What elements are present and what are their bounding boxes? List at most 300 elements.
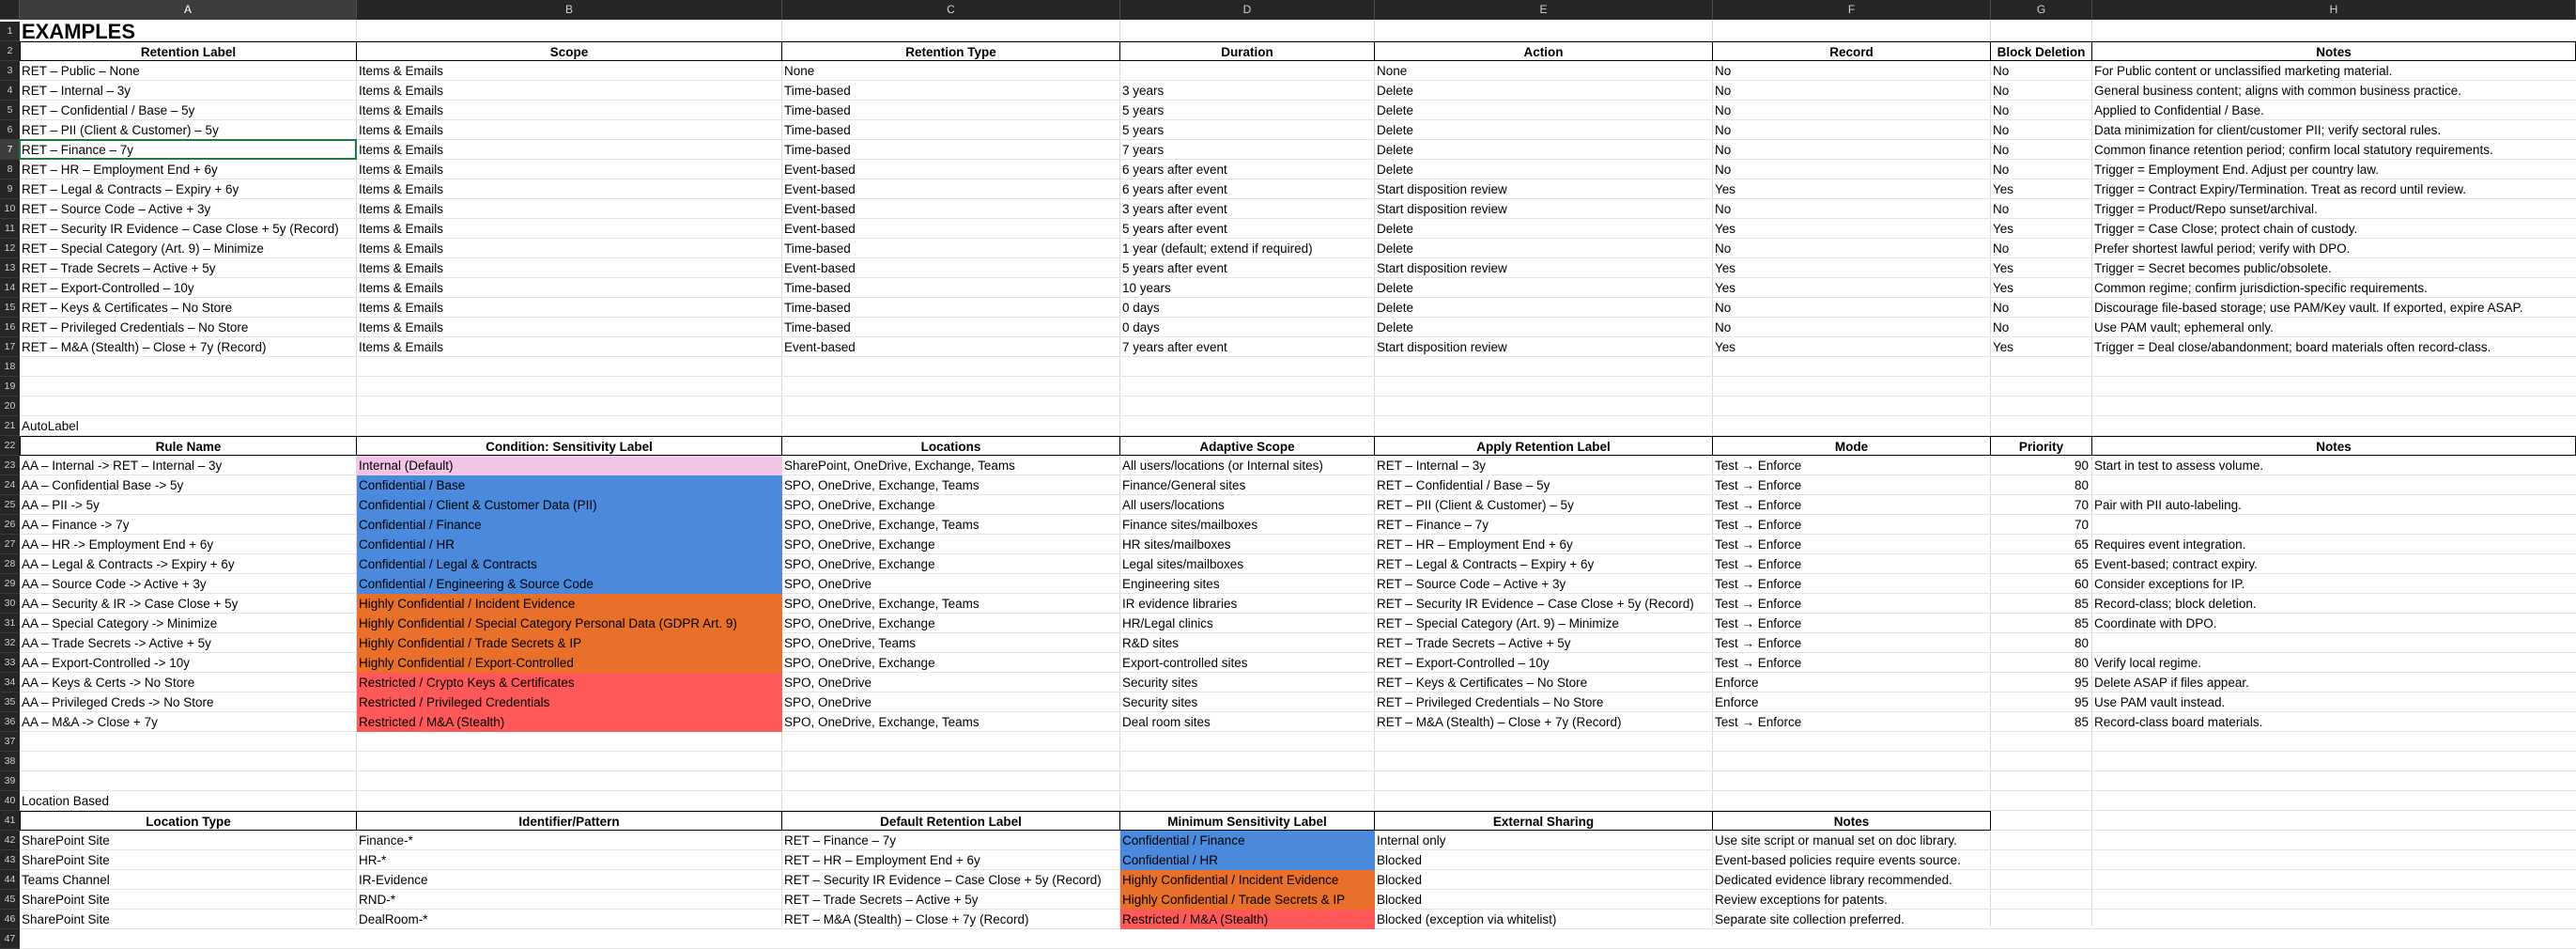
autolabel-cell[interactable]: AA – Confidential Base -> 5y bbox=[22, 478, 184, 492]
retention-cell[interactable]: Items & Emails bbox=[359, 340, 444, 354]
location-cell[interactable]: SharePoint Site bbox=[22, 893, 110, 907]
retention-cell[interactable]: RET – PII (Client & Customer) – 5y bbox=[22, 123, 219, 137]
autolabel-cell[interactable]: AA – M&A -> Close + 7y bbox=[22, 715, 158, 729]
autolabel-cell[interactable]: 85 bbox=[2074, 715, 2089, 729]
row-header[interactable]: 18 bbox=[0, 357, 20, 377]
column-header-c[interactable]: C bbox=[782, 0, 1120, 20]
autolabel-cell[interactable]: RET – Trade Secrets – Active + 5y bbox=[1377, 636, 1571, 650]
autolabel-cell[interactable]: RET – Source Code – Active + 3y bbox=[1377, 577, 1566, 591]
row-header[interactable]: 7 bbox=[0, 140, 20, 160]
autolabel-cell[interactable]: 60 bbox=[2074, 577, 2089, 591]
retention-cell[interactable]: None bbox=[1377, 64, 1408, 78]
row-header[interactable]: 41 bbox=[0, 811, 20, 831]
autolabel-cell[interactable]: Security sites bbox=[1122, 695, 1198, 709]
sensitivity-label-cell[interactable]: Confidential / HR bbox=[1120, 850, 1375, 870]
autolabel-cell[interactable]: SPO, OneDrive, Teams bbox=[784, 636, 917, 650]
retention-header-6[interactable]: Block Deletion bbox=[1991, 41, 2092, 61]
autolabel-cell[interactable]: AA – Security & IR -> Case Close + 5y bbox=[22, 597, 239, 611]
autolabel-cell[interactable]: AA – Special Category -> Minimize bbox=[22, 616, 218, 630]
autolabel-section-title[interactable]: AutoLabel bbox=[22, 419, 79, 433]
autolabel-cell[interactable]: Test → Enforce bbox=[1715, 616, 1802, 630]
retention-cell[interactable]: Delete bbox=[1377, 301, 1414, 315]
retention-cell[interactable]: RET – Legal & Contracts – Expiry + 6y bbox=[22, 182, 239, 196]
row-header[interactable]: 31 bbox=[0, 614, 20, 633]
autolabel-cell[interactable]: Test → Enforce bbox=[1715, 577, 1802, 591]
location-header-5[interactable]: Notes bbox=[1713, 811, 1991, 831]
autolabel-cell[interactable]: 80 bbox=[2074, 478, 2089, 492]
retention-cell[interactable]: Items & Emails bbox=[359, 163, 444, 177]
retention-cell[interactable]: No bbox=[1715, 163, 1732, 177]
row-header[interactable]: 20 bbox=[0, 397, 20, 416]
retention-cell[interactable]: Items & Emails bbox=[359, 123, 444, 137]
location-cell[interactable]: Separate site collection preferred. bbox=[1715, 912, 1905, 926]
autolabel-cell[interactable]: RET – M&A (Stealth) – Close + 7y (Record) bbox=[1377, 715, 1622, 729]
sensitivity-label-cell[interactable]: Highly Confidential / Export-Controlled bbox=[357, 653, 782, 673]
retention-cell[interactable]: RET – Internal – 3y bbox=[22, 84, 131, 98]
retention-header-7[interactable]: Notes bbox=[2092, 41, 2576, 61]
autolabel-cell[interactable]: SPO, OneDrive, Exchange, Teams bbox=[784, 715, 979, 729]
sensitivity-label-cell[interactable]: Internal (Default) bbox=[357, 456, 782, 475]
row-header[interactable]: 35 bbox=[0, 692, 20, 712]
retention-cell[interactable]: RET – Public – None bbox=[22, 64, 140, 78]
row-header[interactable]: 43 bbox=[0, 850, 20, 870]
retention-cell[interactable]: General business content; aligns with common business practice. bbox=[2094, 84, 2461, 98]
retention-cell[interactable]: Items & Emails bbox=[359, 301, 444, 315]
row-header[interactable]: 16 bbox=[0, 318, 20, 337]
retention-cell[interactable]: 6 years after event bbox=[1122, 182, 1227, 196]
sensitivity-label-cell[interactable]: Highly Confidential / Special Category Personal Data (GDPR Art. 9) bbox=[357, 614, 782, 633]
autolabel-cell[interactable]: Pair with PII auto-labeling. bbox=[2094, 498, 2242, 512]
retention-cell[interactable]: RET – Confidential / Base – 5y bbox=[22, 103, 195, 117]
location-cell[interactable]: Internal only bbox=[1377, 833, 1446, 848]
row-header[interactable]: 40 bbox=[0, 791, 20, 811]
autolabel-header-2[interactable]: Locations bbox=[782, 436, 1120, 456]
location-cell[interactable]: Teams Channel bbox=[22, 873, 110, 887]
sensitivity-label-cell[interactable]: Highly Confidential / Incident Evidence bbox=[1120, 870, 1375, 890]
retention-cell[interactable]: Items & Emails bbox=[359, 64, 444, 78]
retention-cell[interactable]: Delete bbox=[1377, 84, 1414, 98]
autolabel-cell[interactable]: AA – Trade Secrets -> Active + 5y bbox=[22, 636, 211, 650]
sensitivity-label-cell[interactable]: Confidential / Client & Customer Data (PII) bbox=[357, 495, 782, 515]
location-cell[interactable]: Finance-* bbox=[359, 833, 413, 848]
row-header[interactable]: 6 bbox=[0, 120, 20, 140]
row-header[interactable]: 29 bbox=[0, 574, 20, 594]
autolabel-cell[interactable]: SPO, OneDrive, Exchange, Teams bbox=[784, 478, 979, 492]
retention-cell[interactable]: Time-based bbox=[784, 241, 851, 256]
autolabel-header-1[interactable]: Condition: Sensitivity Label bbox=[357, 436, 782, 456]
retention-cell[interactable]: None bbox=[784, 64, 815, 78]
retention-cell[interactable]: No bbox=[1715, 84, 1732, 98]
retention-cell[interactable]: No bbox=[1993, 202, 2010, 216]
retention-cell[interactable]: Delete bbox=[1377, 281, 1414, 295]
retention-cell[interactable]: No bbox=[1715, 202, 1732, 216]
autolabel-cell[interactable]: AA – Finance -> 7y bbox=[22, 518, 130, 532]
retention-cell[interactable]: No bbox=[1993, 123, 2010, 137]
location-cell[interactable]: HR-* bbox=[359, 853, 387, 867]
autolabel-cell[interactable]: Engineering sites bbox=[1122, 577, 1220, 591]
autolabel-cell[interactable]: Coordinate with DPO. bbox=[2094, 616, 2217, 630]
retention-cell[interactable]: Use PAM vault; ephemeral only. bbox=[2094, 320, 2274, 334]
row-header[interactable]: 39 bbox=[0, 771, 20, 791]
retention-cell[interactable]: 10 years bbox=[1122, 281, 1171, 295]
autolabel-cell[interactable]: 95 bbox=[2074, 695, 2089, 709]
column-header-a[interactable]: A bbox=[20, 0, 357, 20]
autolabel-cell[interactable]: SPO, OneDrive, Exchange bbox=[784, 656, 935, 670]
retention-cell[interactable]: No bbox=[1715, 320, 1732, 334]
location-section-title[interactable]: Location Based bbox=[22, 794, 110, 808]
retention-cell[interactable]: Event-based bbox=[784, 202, 856, 216]
row-header[interactable]: 24 bbox=[0, 475, 20, 495]
autolabel-cell[interactable]: Test → Enforce bbox=[1715, 478, 1802, 492]
autolabel-cell[interactable]: RET – Confidential / Base – 5y bbox=[1377, 478, 1550, 492]
autolabel-cell[interactable]: Record-class board materials. bbox=[2094, 715, 2263, 729]
autolabel-cell[interactable]: 65 bbox=[2074, 557, 2089, 571]
row-header[interactable]: 42 bbox=[0, 831, 20, 850]
location-cell[interactable]: SharePoint Site bbox=[22, 853, 110, 867]
retention-cell[interactable]: Delete bbox=[1377, 163, 1414, 177]
autolabel-cell[interactable]: AA – HR -> Employment End + 6y bbox=[22, 537, 214, 552]
retention-cell[interactable]: Applied to Confidential / Base. bbox=[2094, 103, 2264, 117]
retention-cell[interactable]: Common finance retention period; confirm local statutory requirements. bbox=[2094, 143, 2493, 157]
row-header[interactable]: 44 bbox=[0, 870, 20, 890]
autolabel-cell[interactable]: AA – Privileged Creds -> No Store bbox=[22, 695, 214, 709]
retention-cell[interactable]: Delete bbox=[1377, 123, 1414, 137]
retention-cell[interactable]: Event-based bbox=[784, 222, 856, 236]
retention-cell[interactable]: Items & Emails bbox=[359, 84, 444, 98]
location-cell[interactable]: SharePoint Site bbox=[22, 912, 110, 926]
row-header[interactable]: 46 bbox=[0, 910, 20, 929]
autolabel-cell[interactable]: AA – Keys & Certs -> No Store bbox=[22, 676, 195, 690]
sensitivity-label-cell[interactable]: Restricted / M&A (Stealth) bbox=[357, 712, 782, 732]
retention-cell[interactable]: 7 years bbox=[1122, 143, 1165, 157]
retention-cell[interactable]: Yes bbox=[1715, 281, 1736, 295]
retention-cell[interactable]: Time-based bbox=[784, 103, 851, 117]
retention-cell[interactable]: Yes bbox=[1993, 340, 2014, 354]
column-header-g[interactable]: G bbox=[1991, 0, 2092, 20]
location-cell[interactable]: DealRoom-* bbox=[359, 912, 428, 926]
row-header[interactable]: 13 bbox=[0, 258, 20, 278]
location-cell[interactable]: RET – HR – Employment End + 6y bbox=[784, 853, 980, 867]
row-header[interactable]: 27 bbox=[0, 535, 20, 554]
retention-cell[interactable]: No bbox=[1715, 123, 1732, 137]
retention-cell[interactable]: 5 years after event bbox=[1122, 222, 1227, 236]
row-header[interactable]: 9 bbox=[0, 179, 20, 199]
retention-cell[interactable]: Yes bbox=[1993, 222, 2014, 236]
sensitivity-label-cell[interactable]: Confidential / Finance bbox=[1120, 831, 1375, 850]
sensitivity-label-cell[interactable]: Confidential / HR bbox=[357, 535, 782, 554]
autolabel-cell[interactable]: All users/locations bbox=[1122, 498, 1225, 512]
autolabel-cell[interactable]: SPO, OneDrive, Exchange bbox=[784, 537, 935, 552]
retention-cell[interactable]: 5 years bbox=[1122, 123, 1165, 137]
retention-cell[interactable]: 3 years bbox=[1122, 84, 1165, 98]
retention-cell[interactable]: Trigger = Deal close/abandonment; board materials often record-class. bbox=[2094, 340, 2491, 354]
autolabel-header-5[interactable]: Mode bbox=[1713, 436, 1991, 456]
autolabel-cell[interactable]: SPO, OneDrive, Exchange bbox=[784, 498, 935, 512]
location-cell[interactable]: RET – Security IR Evidence – Case Close + 5y (Record) bbox=[784, 873, 1102, 887]
retention-cell[interactable]: Items & Emails bbox=[359, 320, 444, 334]
row-header[interactable]: 45 bbox=[0, 890, 20, 910]
retention-cell[interactable]: Trigger = Product/Repo sunset/archival. bbox=[2094, 202, 2318, 216]
location-cell[interactable]: Blocked (exception via whitelist) bbox=[1377, 912, 1557, 926]
autolabel-header-7[interactable]: Notes bbox=[2092, 436, 2576, 456]
autolabel-cell[interactable]: SPO, OneDrive bbox=[784, 695, 872, 709]
retention-cell[interactable]: RET – Security IR Evidence – Case Close + 5y (Record) bbox=[22, 222, 339, 236]
autolabel-cell[interactable]: R&D sites bbox=[1122, 636, 1180, 650]
autolabel-cell[interactable]: RET – Legal & Contracts – Expiry + 6y bbox=[1377, 557, 1595, 571]
autolabel-cell[interactable]: Use PAM vault instead. bbox=[2094, 695, 2226, 709]
row-header[interactable]: 17 bbox=[0, 337, 20, 357]
retention-cell[interactable]: Time-based bbox=[784, 143, 851, 157]
retention-cell[interactable]: Data minimization for client/customer PII; verify sectoral rules. bbox=[2094, 123, 2442, 137]
column-header-d[interactable]: D bbox=[1120, 0, 1375, 20]
location-cell[interactable]: RND-* bbox=[359, 893, 395, 907]
row-header[interactable]: 2 bbox=[0, 41, 20, 61]
retention-cell[interactable]: Items & Emails bbox=[359, 202, 444, 216]
retention-cell[interactable]: RET – M&A (Stealth) – Close + 7y (Record) bbox=[22, 340, 267, 354]
retention-cell[interactable]: Items & Emails bbox=[359, 241, 444, 256]
autolabel-cell[interactable]: Event-based; contract expiry. bbox=[2094, 557, 2258, 571]
row-header[interactable]: 5 bbox=[0, 101, 20, 120]
retention-cell[interactable]: Discourage file-based storage; use PAM/Key vault. If exported, expire ASAP. bbox=[2094, 301, 2523, 315]
retention-header-4[interactable]: Action bbox=[1375, 41, 1713, 61]
retention-header-2[interactable]: Retention Type bbox=[782, 41, 1120, 61]
retention-cell[interactable]: Yes bbox=[1993, 281, 2014, 295]
location-cell[interactable]: Event-based policies require events source. bbox=[1715, 853, 1961, 867]
column-header-b[interactable]: B bbox=[357, 0, 782, 20]
autolabel-cell[interactable]: Test → Enforce bbox=[1715, 459, 1802, 473]
autolabel-cell[interactable]: AA – Legal & Contracts -> Expiry + 6y bbox=[22, 557, 235, 571]
row-header[interactable]: 47 bbox=[0, 929, 20, 949]
autolabel-cell[interactable]: RET – HR – Employment End + 6y bbox=[1377, 537, 1573, 552]
retention-cell[interactable]: RET – Privileged Credentials – No Store bbox=[22, 320, 249, 334]
autolabel-cell[interactable]: Test → Enforce bbox=[1715, 518, 1802, 532]
autolabel-cell[interactable]: RET – Keys & Certificates – No Store bbox=[1377, 676, 1588, 690]
retention-header-0[interactable]: Retention Label bbox=[20, 41, 357, 61]
retention-cell[interactable]: 6 years after event bbox=[1122, 163, 1227, 177]
autolabel-cell[interactable]: Finance sites/mailboxes bbox=[1122, 518, 1258, 532]
retention-cell[interactable]: Start disposition review bbox=[1377, 202, 1507, 216]
retention-cell[interactable]: Delete bbox=[1377, 103, 1414, 117]
sensitivity-label-cell[interactable]: Restricted / Privileged Credentials bbox=[357, 692, 782, 712]
autolabel-cell[interactable]: Legal sites/mailboxes bbox=[1122, 557, 1244, 571]
location-header-1[interactable]: Identifier/Pattern bbox=[357, 811, 782, 831]
autolabel-header-6[interactable]: Priority bbox=[1991, 436, 2092, 456]
retention-cell[interactable]: 0 days bbox=[1122, 301, 1160, 315]
sensitivity-label-cell[interactable]: Confidential / Base bbox=[357, 475, 782, 495]
retention-cell[interactable]: No bbox=[1993, 320, 2010, 334]
autolabel-cell[interactable]: 80 bbox=[2074, 636, 2089, 650]
retention-cell[interactable]: Items & Emails bbox=[359, 222, 444, 236]
row-header[interactable]: 25 bbox=[0, 495, 20, 515]
row-header[interactable]: 3 bbox=[0, 61, 20, 81]
autolabel-cell[interactable]: Test → Enforce bbox=[1715, 597, 1802, 611]
retention-cell[interactable]: Time-based bbox=[784, 84, 851, 98]
retention-cell[interactable]: Event-based bbox=[784, 340, 856, 354]
autolabel-cell[interactable]: 70 bbox=[2074, 498, 2089, 512]
location-cell[interactable]: Use site script or manual set on doc library. bbox=[1715, 833, 1957, 848]
column-header-e[interactable]: E bbox=[1375, 0, 1713, 20]
retention-cell[interactable]: RET – Keys & Certificates – No Store bbox=[22, 301, 233, 315]
autolabel-cell[interactable]: Consider exceptions for IP. bbox=[2094, 577, 2245, 591]
autolabel-cell[interactable]: Test → Enforce bbox=[1715, 656, 1802, 670]
autolabel-cell[interactable]: Delete ASAP if files appear. bbox=[2094, 676, 2249, 690]
retention-cell[interactable]: No bbox=[1993, 301, 2010, 315]
location-cell[interactable]: IR-Evidence bbox=[359, 873, 428, 887]
retention-cell[interactable]: Prefer shortest lawful period; verify with DPO. bbox=[2094, 241, 2351, 256]
retention-cell[interactable]: Yes bbox=[1715, 182, 1736, 196]
row-header[interactable]: 32 bbox=[0, 633, 20, 653]
sensitivity-label-cell[interactable]: Highly Confidential / Trade Secrets & IP bbox=[1120, 890, 1375, 910]
autolabel-cell[interactable]: Test → Enforce bbox=[1715, 636, 1802, 650]
autolabel-cell[interactable]: SPO, OneDrive, Exchange bbox=[784, 557, 935, 571]
row-header[interactable]: 11 bbox=[0, 219, 20, 239]
row-header[interactable]: 26 bbox=[0, 515, 20, 535]
sensitivity-label-cell[interactable]: Confidential / Legal & Contracts bbox=[357, 554, 782, 574]
location-cell[interactable]: RET – M&A (Stealth) – Close + 7y (Record) bbox=[784, 912, 1029, 926]
column-header-f[interactable]: F bbox=[1713, 0, 1991, 20]
retention-cell[interactable]: No bbox=[1993, 241, 2010, 256]
retention-cell[interactable]: No bbox=[1993, 143, 2010, 157]
retention-cell[interactable]: No bbox=[1715, 103, 1732, 117]
autolabel-cell[interactable]: Security sites bbox=[1122, 676, 1198, 690]
retention-cell[interactable]: RET – Source Code – Active + 3y bbox=[22, 202, 211, 216]
autolabel-cell[interactable]: AA – PII -> 5y bbox=[22, 498, 100, 512]
autolabel-header-0[interactable]: Rule Name bbox=[20, 436, 357, 456]
sensitivity-label-cell[interactable]: Highly Confidential / Incident Evidence bbox=[357, 594, 782, 614]
retention-cell[interactable]: No bbox=[1993, 84, 2010, 98]
autolabel-cell[interactable]: SPO, OneDrive bbox=[784, 676, 872, 690]
autolabel-cell[interactable]: SPO, OneDrive, Exchange, Teams bbox=[784, 597, 979, 611]
retention-cell[interactable]: Event-based bbox=[784, 182, 856, 196]
retention-cell[interactable]: Yes bbox=[1715, 261, 1736, 275]
autolabel-cell[interactable]: Deal room sites bbox=[1122, 715, 1211, 729]
retention-cell[interactable]: For Public content or unclassified marketing material. bbox=[2094, 64, 2393, 78]
autolabel-header-4[interactable]: Apply Retention Label bbox=[1375, 436, 1713, 456]
retention-cell[interactable]: Delete bbox=[1377, 320, 1414, 334]
retention-cell[interactable]: RET – Finance – 7y bbox=[22, 143, 134, 157]
autolabel-cell[interactable]: 85 bbox=[2074, 597, 2089, 611]
sensitivity-label-cell[interactable]: Confidential / Finance bbox=[357, 515, 782, 535]
autolabel-cell[interactable]: Enforce bbox=[1715, 676, 1759, 690]
autolabel-cell[interactable]: 90 bbox=[2074, 459, 2089, 473]
autolabel-cell[interactable]: HR/Legal clinics bbox=[1122, 616, 1213, 630]
location-cell[interactable]: Blocked bbox=[1377, 873, 1423, 887]
retention-cell[interactable]: RET – Trade Secrets – Active + 5y bbox=[22, 261, 216, 275]
retention-cell[interactable]: No bbox=[1993, 163, 2010, 177]
row-header[interactable]: 34 bbox=[0, 673, 20, 692]
retention-cell[interactable]: RET – Export-Controlled – 10y bbox=[22, 281, 194, 295]
retention-cell[interactable]: Trigger = Contract Expiry/Termination. Treat as record until review. bbox=[2094, 182, 2467, 196]
autolabel-cell[interactable]: HR sites/mailboxes bbox=[1122, 537, 1231, 552]
retention-cell[interactable]: Yes bbox=[1715, 340, 1736, 354]
select-all-corner[interactable] bbox=[0, 0, 20, 20]
retention-cell[interactable]: Event-based bbox=[784, 261, 856, 275]
location-header-4[interactable]: External Sharing bbox=[1375, 811, 1713, 831]
row-header[interactable]: 1 bbox=[0, 22, 20, 41]
location-cell[interactable]: Dedicated evidence library recommended. bbox=[1715, 873, 1952, 887]
retention-cell[interactable]: No bbox=[1993, 103, 2010, 117]
autolabel-cell[interactable]: All users/locations (or Internal sites) bbox=[1122, 459, 1323, 473]
autolabel-cell[interactable]: Test → Enforce bbox=[1715, 557, 1802, 571]
autolabel-cell[interactable]: Verify local regime. bbox=[2094, 656, 2202, 670]
sensitivity-label-cell[interactable]: Confidential / Engineering & Source Code bbox=[357, 574, 782, 594]
retention-cell[interactable]: Trigger = Employment End. Adjust per country law. bbox=[2094, 163, 2380, 177]
location-header-3[interactable]: Minimum Sensitivity Label bbox=[1120, 811, 1375, 831]
retention-cell[interactable]: Start disposition review bbox=[1377, 340, 1507, 354]
retention-cell[interactable]: 7 years after event bbox=[1122, 340, 1227, 354]
row-header[interactable]: 14 bbox=[0, 278, 20, 298]
retention-cell[interactable]: Delete bbox=[1377, 222, 1414, 236]
location-cell[interactable]: RET – Trade Secrets – Active + 5y bbox=[784, 893, 979, 907]
column-header-h[interactable]: H bbox=[2092, 0, 2576, 20]
retention-cell[interactable]: RET – Special Category (Art. 9) – Minimize bbox=[22, 241, 264, 256]
autolabel-cell[interactable]: AA – Internal -> RET – Internal – 3y bbox=[22, 459, 223, 473]
retention-cell[interactable]: Delete bbox=[1377, 241, 1414, 256]
retention-cell[interactable]: 0 days bbox=[1122, 320, 1160, 334]
autolabel-cell[interactable]: RET – Security IR Evidence – Case Close + 5y (Record) bbox=[1377, 597, 1694, 611]
retention-cell[interactable]: 5 years bbox=[1122, 103, 1165, 117]
autolabel-cell[interactable]: 85 bbox=[2074, 616, 2089, 630]
sensitivity-label-cell[interactable]: Restricted / Crypto Keys & Certificates bbox=[357, 673, 782, 692]
autolabel-cell[interactable]: 70 bbox=[2074, 518, 2089, 532]
row-header[interactable]: 37 bbox=[0, 732, 20, 752]
location-cell[interactable]: Blocked bbox=[1377, 853, 1423, 867]
autolabel-cell[interactable]: RET – Export-Controlled – 10y bbox=[1377, 656, 1550, 670]
autolabel-cell[interactable]: Finance/General sites bbox=[1122, 478, 1246, 492]
autolabel-cell[interactable]: SPO, OneDrive, Exchange, Teams bbox=[784, 518, 979, 532]
row-header[interactable]: 12 bbox=[0, 239, 20, 258]
autolabel-cell[interactable]: 65 bbox=[2074, 537, 2089, 552]
retention-cell[interactable]: Trigger = Case Close; protect chain of custody. bbox=[2094, 222, 2358, 236]
autolabel-cell[interactable]: Export-controlled sites bbox=[1122, 656, 1248, 670]
autolabel-cell[interactable]: AA – Export-Controlled -> 10y bbox=[22, 656, 190, 670]
retention-cell[interactable]: No bbox=[1715, 64, 1732, 78]
retention-cell[interactable]: Time-based bbox=[784, 123, 851, 137]
retention-cell[interactable]: Delete bbox=[1377, 143, 1414, 157]
sensitivity-label-cell[interactable]: Highly Confidential / Trade Secrets & IP bbox=[357, 633, 782, 653]
autolabel-cell[interactable]: Record-class; block deletion. bbox=[2094, 597, 2257, 611]
retention-cell[interactable]: Time-based bbox=[784, 281, 851, 295]
row-header[interactable]: 19 bbox=[0, 377, 20, 397]
sheet-title[interactable]: EXAMPLES bbox=[22, 20, 136, 43]
location-cell[interactable]: RET – Finance – 7y bbox=[784, 833, 897, 848]
retention-cell[interactable]: Common regime; confirm jurisdiction-specific requirements. bbox=[2094, 281, 2428, 295]
retention-cell[interactable]: Items & Emails bbox=[359, 281, 444, 295]
row-header[interactable]: 36 bbox=[0, 712, 20, 732]
autolabel-cell[interactable]: Requires event integration. bbox=[2094, 537, 2246, 552]
row-header[interactable]: 15 bbox=[0, 298, 20, 318]
retention-cell[interactable]: Time-based bbox=[784, 301, 851, 315]
autolabel-cell[interactable]: IR evidence libraries bbox=[1122, 597, 1238, 611]
retention-cell[interactable]: No bbox=[1715, 241, 1732, 256]
row-header[interactable]: 4 bbox=[0, 81, 20, 101]
autolabel-header-3[interactable]: Adaptive Scope bbox=[1120, 436, 1375, 456]
autolabel-cell[interactable]: Start in test to assess volume. bbox=[2094, 459, 2264, 473]
retention-cell[interactable]: 1 year (default; extend if required) bbox=[1122, 241, 1313, 256]
retention-cell[interactable]: No bbox=[1993, 64, 2010, 78]
autolabel-cell[interactable]: RET – PII (Client & Customer) – 5y bbox=[1377, 498, 1574, 512]
autolabel-cell[interactable]: SPO, OneDrive bbox=[784, 577, 872, 591]
row-header[interactable]: 10 bbox=[0, 199, 20, 219]
retention-cell[interactable]: Event-based bbox=[784, 163, 856, 177]
retention-cell[interactable]: Items & Emails bbox=[359, 103, 444, 117]
sensitivity-label-cell[interactable]: Restricted / M&A (Stealth) bbox=[1120, 910, 1375, 929]
retention-cell[interactable]: Items & Emails bbox=[359, 182, 444, 196]
row-header[interactable]: 38 bbox=[0, 752, 20, 771]
retention-cell[interactable]: No bbox=[1715, 301, 1732, 315]
autolabel-cell[interactable]: 80 bbox=[2074, 656, 2089, 670]
autolabel-cell[interactable]: Test → Enforce bbox=[1715, 715, 1802, 729]
